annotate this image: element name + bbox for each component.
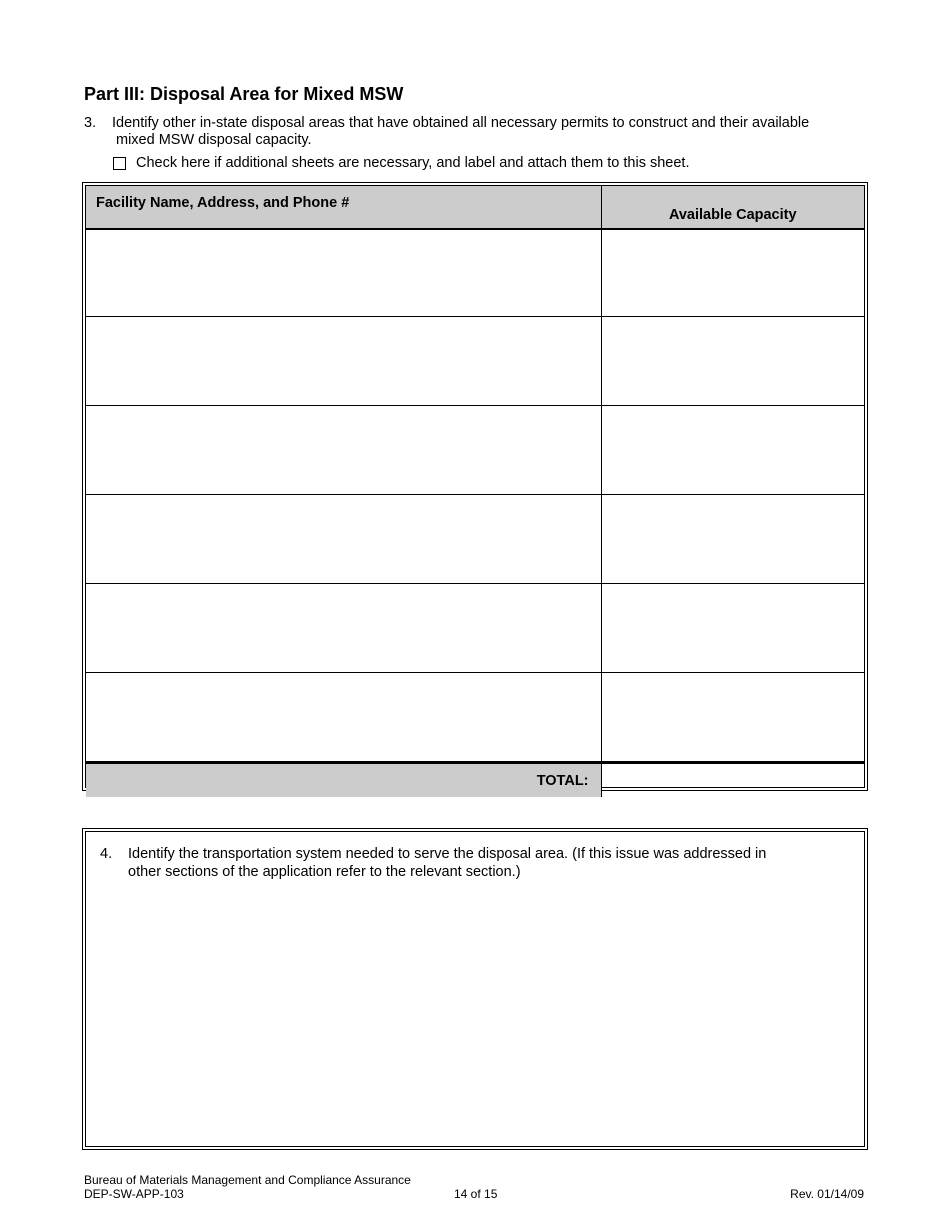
facility-cell[interactable] [86, 673, 601, 763]
footer-revision: Rev. 01/14/09 [790, 1187, 864, 1201]
table-row [86, 495, 864, 584]
footer-page-number: 14 of 15 [454, 1187, 498, 1201]
additional-sheets-row [113, 155, 689, 171]
question-3-line-1: Identify other in-state disposal areas that have obtained all necessary permits to construct and their available [112, 115, 810, 131]
question-4-number: 4. [100, 846, 113, 862]
facility-cell[interactable] [86, 317, 601, 406]
capacity-table [86, 186, 864, 797]
table-header-row [86, 186, 864, 229]
capacity-cell[interactable] [601, 673, 864, 763]
facility-cell[interactable] [86, 229, 601, 317]
facility-cell[interactable] [86, 495, 601, 584]
column-header-capacity: Available Capacity [601, 186, 864, 229]
table-row [86, 584, 864, 673]
column-header-facility: Facility Name, Address, and Phone # [86, 186, 601, 229]
capacity-cell[interactable] [601, 495, 864, 584]
total-value-cell[interactable] [601, 763, 864, 798]
footer-form-id: DEP-SW-APP-103 [84, 1187, 184, 1201]
capacity-cell[interactable] [601, 584, 864, 673]
question-3-text [84, 115, 874, 149]
table-row [86, 406, 864, 495]
question-4 [100, 845, 840, 881]
total-row [86, 763, 864, 798]
table-row [86, 317, 864, 406]
capacity-cell[interactable] [601, 229, 864, 317]
page-title: Part III: Disposal Area for Mixed MSW [84, 84, 404, 104]
question-4-line-1: Identify the transportation system needed to serve the disposal area. (If this issue was addressed in [128, 846, 767, 862]
additional-sheets-checkbox[interactable] [113, 157, 126, 170]
question-3 [84, 115, 874, 149]
question-3-line-2: mixed MSW disposal capacity. [116, 132, 312, 148]
question-4-text [100, 845, 840, 881]
facility-cell[interactable] [86, 406, 601, 495]
additional-sheets-label: Check here if additional sheets are necessary, and label and attach them to this sheet. [136, 155, 690, 171]
question-4-line-2: other sections of the application refer to the relevant section.) [128, 864, 521, 880]
question-4-answer-area[interactable] [85, 831, 865, 1147]
page-footer [84, 1173, 864, 1201]
table-row [86, 673, 864, 763]
facility-cell[interactable] [86, 584, 601, 673]
table-row [86, 229, 864, 317]
question-3-number: 3. [84, 115, 97, 131]
question-4-frame [82, 828, 868, 1150]
capacity-cell[interactable] [601, 317, 864, 406]
footer-bureau: Bureau of Materials Management and Compliance Assurance [84, 1173, 411, 1187]
total-label: TOTAL: [86, 763, 601, 798]
capacity-table-frame [82, 182, 868, 791]
capacity-cell[interactable] [601, 406, 864, 495]
